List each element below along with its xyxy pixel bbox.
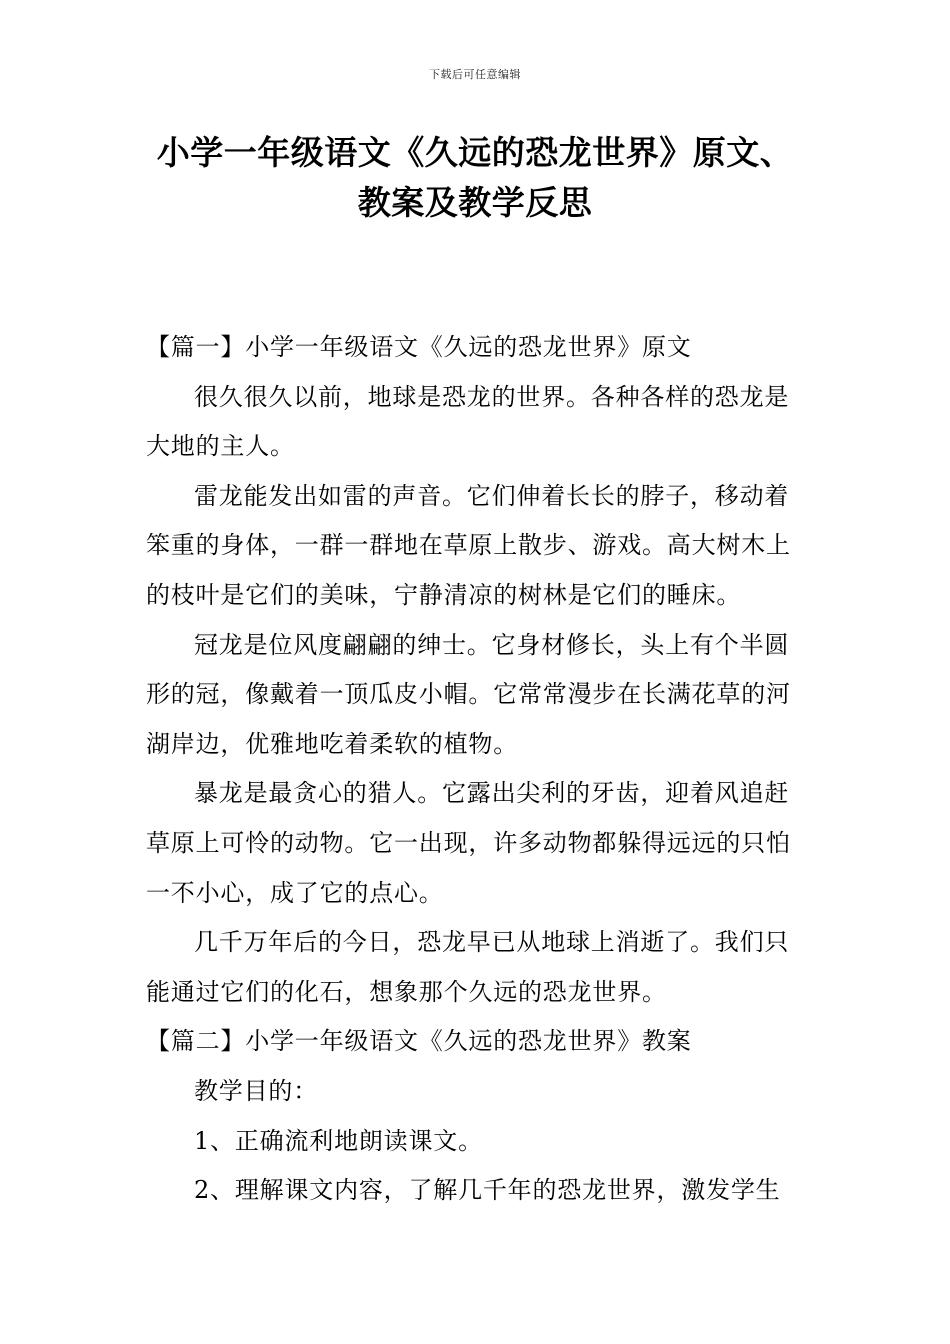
title-line-1: 小学一年级语文《久远的恐龙世界》原文、	[156, 133, 794, 172]
paragraph: 很久很久以前，地球是恐龙的世界。各种各样的恐龙是大地的主人。	[146, 382, 790, 461]
document-body	[146, 323, 808, 1216]
section-heading-2: 【篇二】小学一年级语文《久远的恐龙世界》教案	[146, 1027, 692, 1056]
paragraph: 教学目的：	[194, 1076, 318, 1105]
list-item: 2、理解课文内容，了解几千年的恐龙世界，激发学生	[194, 1176, 781, 1205]
title-line-2: 教案及教学反思	[357, 183, 593, 222]
paragraph: 雷龙能发出如雷的声音。它们伸着长长的脖子，移动着笨重的身体，一群一群地在草原上散步、游戏。高大树木上的枝叶是它们的美味，宁静清凉的树林是它们的睡床。	[146, 481, 791, 609]
section-heading-1: 【篇一】小学一年级语文《久远的恐龙世界》原文	[146, 333, 692, 361]
header-note: 下载后可任意编辑	[429, 68, 521, 81]
paragraph: 几千万年后的今日，恐龙早已从地球上消逝了。我们只能通过它们的化石，想象那个久远的恐龙世界。	[146, 928, 790, 1006]
paragraph: 暴龙是最贪心的猎人。它露出尖利的牙齿，迎着风追赶草原上可怜的动物。它一出现，许多动物都躲得远远的只怕一不小心，成了它的点心。	[146, 779, 791, 907]
document-title	[120, 128, 830, 228]
paragraph: 冠龙是位风度翩翩的绅士。它身材修长，头上有个半圆形的冠，像戴着一顶瓜皮小帽。它常常漫步在长满花草的河湖岸边，优雅地吃着柔软的植物。	[146, 630, 791, 758]
list-item: 1、正确流利地朗读课文。	[194, 1126, 483, 1155]
